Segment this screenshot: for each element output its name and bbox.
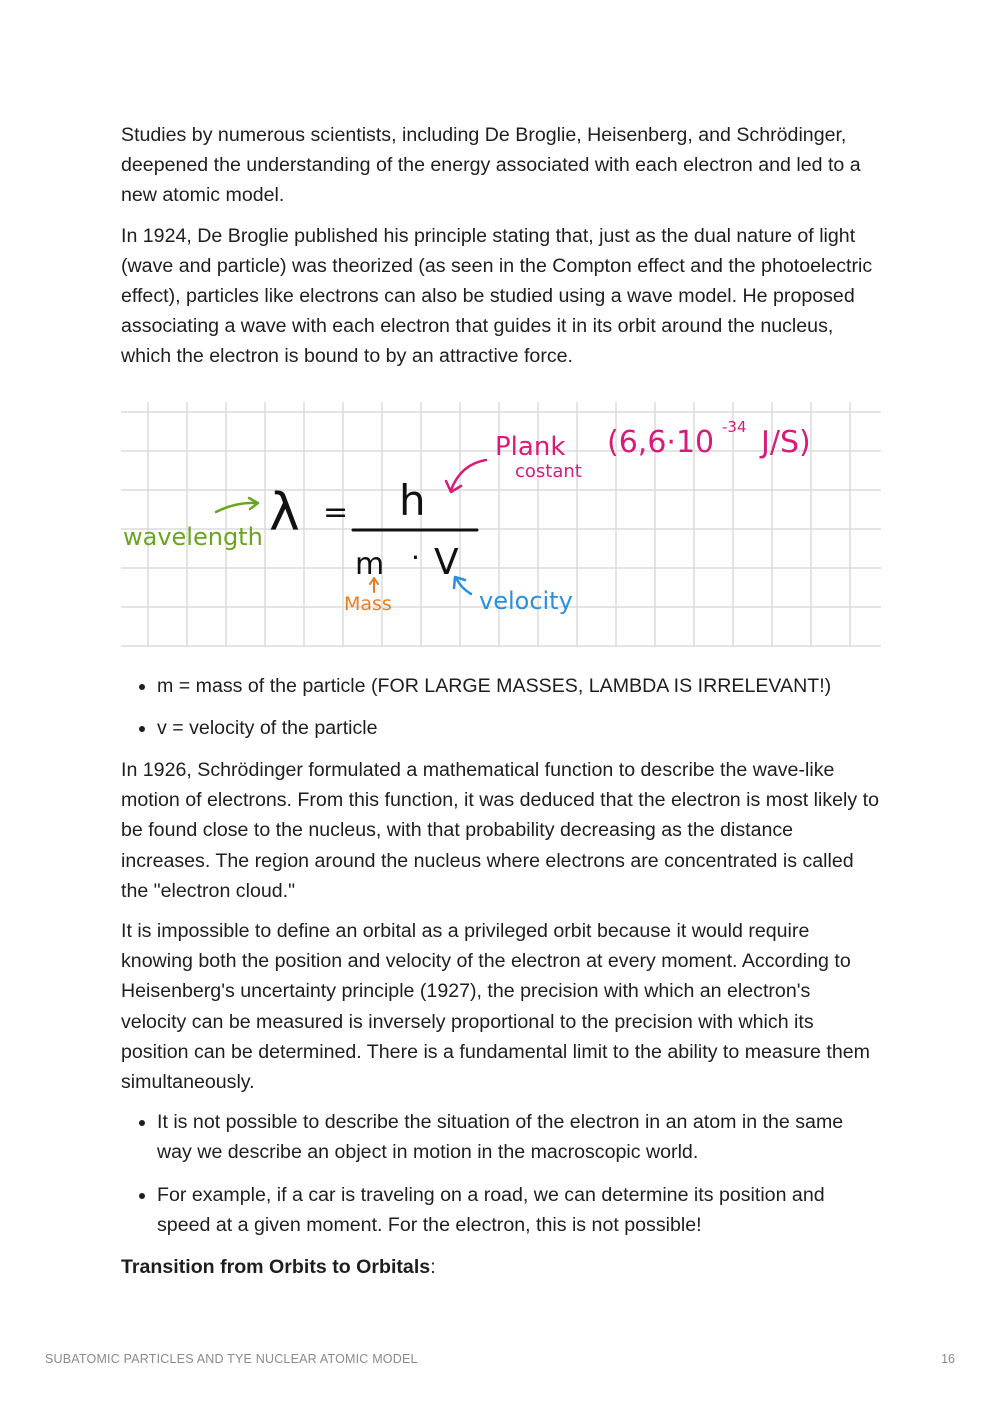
- denominator-dot: ·: [411, 540, 420, 574]
- formula-sketch-svg: [121, 402, 881, 647]
- footer-title: SUBATOMIC PARTICLES AND TYE NUCLEAR ATOMIC MODEL: [45, 1352, 418, 1366]
- page-content: [121, 120, 881, 1292]
- bullet-list-uncertainty: [121, 1107, 881, 1240]
- label-constant-unit: J/S): [761, 424, 811, 460]
- section-heading: [121, 1252, 881, 1282]
- paragraph-schrodinger: In 1926, Schrödinger formulated a mathematical function to describe the wave-like motion of electrons. From this function, it was deduced that the electron is most likely to be found close to the nucleus, with that probability decreasing as the distance increases. The region around the nucleus where electrons are concentrated is called the "electron cloud.": [121, 759, 879, 902]
- label-plank: Plank: [495, 431, 566, 462]
- de-broglie-formula-sketch: [121, 402, 881, 647]
- paragraph-intro: Studies by numerous scientists, including De Broglie, Heisenberg, and Schrödinger, deepened the understanding of the energy associated with each electron and led to a new atomic model.: [121, 124, 861, 207]
- lambda-symbol: λ: [269, 482, 300, 543]
- label-costant: costant: [515, 460, 582, 482]
- equals-sign: =: [323, 494, 349, 530]
- list-item: • For example, if a car is traveling on a road, we can determine its position and speed at a given moment. For the electron, this is not possible!: [157, 1180, 881, 1240]
- list-item: • v = velocity of the particle: [157, 713, 881, 743]
- list-item: • It is not possible to describe the situation of the electron in an atom in the same way we describe an object in motion in the macroscopic world.: [157, 1107, 881, 1167]
- paragraph-heisenberg: It is impossible to define an orbital as a privileged orbit because it would require knowing both the position and velocity of the electron at every moment. According to Heisenberg's uncertainty principle (1927), the precision with which an electron's velocity can be measured is inversely proportional to the precision with which its position can be determined. There is a fundamental limit to the ability to measure them simultaneously.: [121, 920, 870, 1094]
- footer-page-number: 16: [941, 1352, 955, 1366]
- list-item: • m = mass of the particle (FOR LARGE MASSES, LAMBDA IS IRRELEVANT!): [157, 671, 881, 701]
- section-heading-colon: :: [430, 1256, 436, 1279]
- paragraph-de-broglie: In 1924, De Broglie published his principle stating that, just as the dual nature of light (wave and particle) was theorized (as seen in the Compton effect and the photoelectric effect), particles like electrons can also be studied using a wave model. He proposed associating a wave with each electron that guides it in its orbit around the nucleus, which the electron is bound to by an attractive force.: [121, 224, 873, 368]
- label-constant-value: (6,6·10: [607, 424, 715, 460]
- numerator-h: h: [399, 475, 426, 525]
- denominator-v: V: [434, 541, 459, 583]
- label-wavelength: wavelength: [123, 522, 263, 551]
- label-velocity: velocity: [479, 586, 573, 615]
- label-mass: Mass: [344, 592, 392, 615]
- bullet-list-variables: [121, 671, 881, 743]
- denominator-m: m: [355, 546, 385, 582]
- label-constant-exponent: -34: [722, 417, 747, 436]
- plank-arrow: [451, 460, 486, 490]
- section-heading-bold: Transition from Orbits to Orbitals: [121, 1256, 431, 1279]
